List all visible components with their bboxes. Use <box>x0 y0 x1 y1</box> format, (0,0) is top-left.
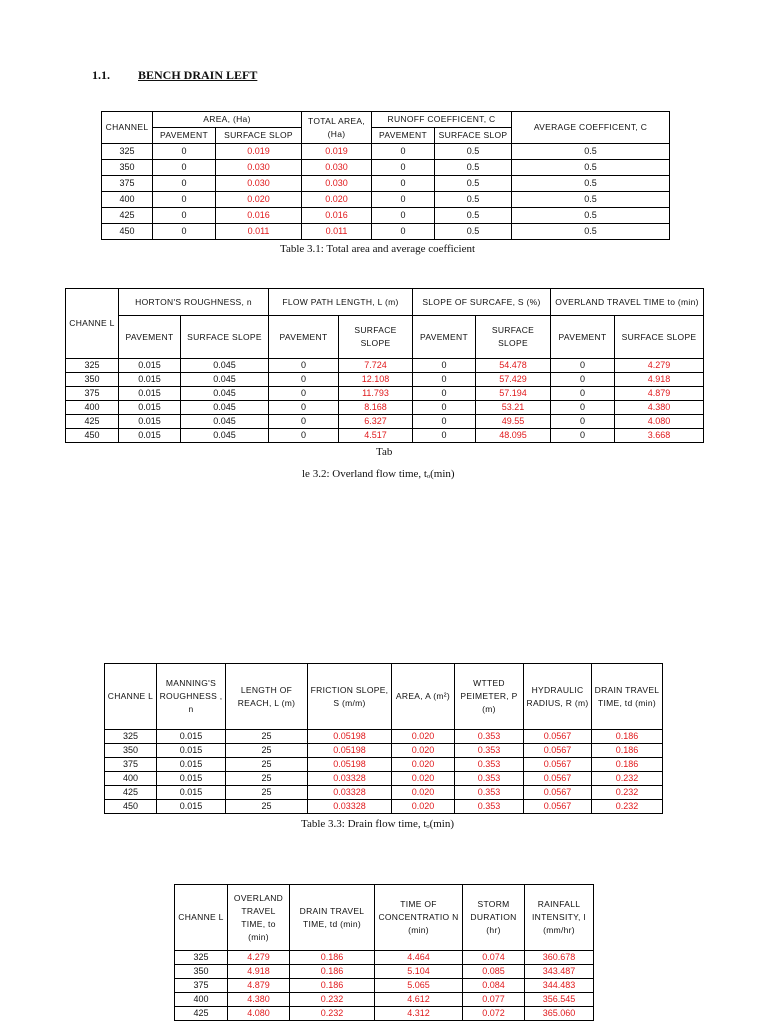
table-drain-flow <box>104 663 663 814</box>
table2-caption-part2: le 3.2: Overland flow time, tₒ(min) <box>302 468 455 480</box>
data-cell: 4.879 <box>615 387 704 401</box>
channel-cell: 450 <box>102 224 153 240</box>
data-cell: 0.05198 <box>308 744 392 758</box>
header-pavement: PAVEMENT <box>413 316 476 359</box>
data-cell: 0.020 <box>392 758 455 772</box>
table-row <box>102 176 670 192</box>
data-cell: 0.030 <box>216 176 302 192</box>
channel-cell: 450 <box>105 800 157 814</box>
data-cell: 0.015 <box>157 772 226 786</box>
channel-cell: 350 <box>175 965 228 979</box>
channel-cell: 375 <box>102 176 153 192</box>
data-cell: 0.232 <box>290 993 375 1007</box>
data-cell: 0.353 <box>455 786 524 800</box>
data-cell: 0.030 <box>216 160 302 176</box>
data-cell: 0 <box>269 373 339 387</box>
table-row <box>175 979 594 993</box>
data-cell: 0.020 <box>216 192 302 208</box>
data-cell: 25 <box>226 800 308 814</box>
table-row <box>102 144 670 160</box>
data-cell: 0.020 <box>392 786 455 800</box>
data-cell: 0.045 <box>181 359 269 373</box>
channel-cell: 325 <box>105 730 157 744</box>
data-cell: 4.380 <box>228 993 290 1007</box>
data-cell: 0.5 <box>435 192 512 208</box>
data-cell: 0.5 <box>435 224 512 240</box>
table-row <box>175 965 594 979</box>
table-row <box>105 730 663 744</box>
data-cell: 0.03328 <box>308 772 392 786</box>
data-cell: 0.0567 <box>524 758 592 772</box>
data-cell: 0.015 <box>157 800 226 814</box>
header-drain: DRAIN TRAVEL TIME, td (min) <box>290 885 375 951</box>
header-wetted: WTTED PEIMETER, P (m) <box>455 664 524 730</box>
table-overland-flow <box>65 288 704 443</box>
data-cell: 0.085 <box>463 965 525 979</box>
header-hydraulic: HYDRAULIC RADIUS, R (m) <box>524 664 592 730</box>
channel-cell: 400 <box>66 401 119 415</box>
table-concentration <box>174 884 594 1021</box>
data-cell: 4.080 <box>228 1007 290 1021</box>
data-cell: 5.065 <box>375 979 463 993</box>
channel-cell: 350 <box>66 373 119 387</box>
data-cell: 0 <box>551 401 615 415</box>
data-cell: 4.918 <box>615 373 704 387</box>
table-row <box>175 1007 594 1021</box>
data-cell: 0 <box>372 176 435 192</box>
data-cell: 48.095 <box>476 429 551 443</box>
channel-cell: 400 <box>105 772 157 786</box>
data-cell: 0.353 <box>455 744 524 758</box>
table2-caption-part1: Tab <box>376 446 393 458</box>
data-cell: 0.045 <box>181 401 269 415</box>
data-cell: 0 <box>153 144 216 160</box>
data-cell: 0.5 <box>435 176 512 192</box>
data-cell: 0.03328 <box>308 786 392 800</box>
header-surface-slope: SURFACE SLOPE <box>615 316 704 359</box>
table-row <box>105 772 663 786</box>
data-cell: 0.5 <box>512 192 670 208</box>
data-cell: 6.327 <box>339 415 413 429</box>
data-cell: 0.020 <box>302 192 372 208</box>
header-horton: HORTON'S ROUGHNESS, n <box>119 289 269 316</box>
data-cell: 0.05198 <box>308 758 392 772</box>
channel-cell: 350 <box>105 744 157 758</box>
header-overland: OVERLAND TRAVEL TIME to (min) <box>551 289 704 316</box>
data-cell: 344.483 <box>525 979 594 993</box>
header-pavement: PAVEMENT <box>551 316 615 359</box>
data-cell: 0.186 <box>290 965 375 979</box>
data-cell: 0 <box>153 224 216 240</box>
data-cell: 0 <box>551 359 615 373</box>
channel-cell: 325 <box>102 144 153 160</box>
data-cell: 0 <box>269 387 339 401</box>
data-cell: 0 <box>413 373 476 387</box>
data-cell: 0.045 <box>181 387 269 401</box>
channel-cell: 425 <box>105 786 157 800</box>
table-row <box>66 387 704 401</box>
data-cell: 0 <box>372 160 435 176</box>
table-area-coefficient <box>101 111 670 240</box>
header-area: AREA, (Ha) <box>153 112 302 128</box>
header-channel: CHANNE L <box>66 289 119 359</box>
channel-cell: 425 <box>175 1007 228 1021</box>
data-cell: 0.232 <box>592 800 663 814</box>
data-cell: 0 <box>551 387 615 401</box>
data-cell: 0.5 <box>512 208 670 224</box>
data-cell: 0.015 <box>119 401 181 415</box>
data-cell: 0.0567 <box>524 772 592 786</box>
data-cell: 57.429 <box>476 373 551 387</box>
header-surface: SURFACE SLOP <box>216 128 302 144</box>
data-cell: 0 <box>413 415 476 429</box>
channel-cell: 375 <box>105 758 157 772</box>
table3-caption: Table 3.3: Drain flow time, tₒ(min) <box>301 818 455 830</box>
data-cell: 3.668 <box>615 429 704 443</box>
data-cell: 0.5 <box>512 160 670 176</box>
data-cell: 343.487 <box>525 965 594 979</box>
data-cell: 4.879 <box>228 979 290 993</box>
data-cell: 0.186 <box>592 758 663 772</box>
table-row <box>102 208 670 224</box>
data-cell: 0 <box>269 401 339 415</box>
data-cell: 0.016 <box>216 208 302 224</box>
data-cell: 0.019 <box>302 144 372 160</box>
data-cell: 0.011 <box>302 224 372 240</box>
table-row <box>66 359 704 373</box>
data-cell: 0 <box>413 401 476 415</box>
data-cell: 4.464 <box>375 951 463 965</box>
header-overland: OVERLAND TRAVEL TIME, to (min) <box>228 885 290 951</box>
data-cell: 0 <box>372 192 435 208</box>
table-row <box>66 429 704 443</box>
data-cell: 0.016 <box>302 208 372 224</box>
data-cell: 0 <box>551 415 615 429</box>
data-cell: 0.015 <box>119 359 181 373</box>
header-manning: MANNING'S ROUGHNESS , n <box>157 664 226 730</box>
header-surface-slope: SURFACE SLOPE <box>476 316 551 359</box>
data-cell: 4.612 <box>375 993 463 1007</box>
channel-cell: 400 <box>102 192 153 208</box>
data-cell: 0.5 <box>435 144 512 160</box>
header-pavement: PAVEMENT <box>153 128 216 144</box>
data-cell: 0 <box>413 387 476 401</box>
table-row <box>66 401 704 415</box>
data-cell: 0 <box>372 144 435 160</box>
channel-cell: 325 <box>175 951 228 965</box>
data-cell: 12.108 <box>339 373 413 387</box>
data-cell: 25 <box>226 758 308 772</box>
header-channel: CHANNE L <box>105 664 157 730</box>
data-cell: 0.020 <box>392 744 455 758</box>
table-row <box>102 224 670 240</box>
data-cell: 0.077 <box>463 993 525 1007</box>
data-cell: 0.011 <box>216 224 302 240</box>
data-cell: 49.55 <box>476 415 551 429</box>
data-cell: 4.918 <box>228 965 290 979</box>
header-total-area: TOTAL AREA, (Ha) <box>302 112 372 144</box>
data-cell: 0.5 <box>512 224 670 240</box>
data-cell: 365.060 <box>525 1007 594 1021</box>
data-cell: 4.380 <box>615 401 704 415</box>
data-cell: 0.0567 <box>524 730 592 744</box>
data-cell: 0.186 <box>290 951 375 965</box>
data-cell: 0.020 <box>392 730 455 744</box>
data-cell: 0 <box>153 192 216 208</box>
data-cell: 7.724 <box>339 359 413 373</box>
channel-cell: 325 <box>66 359 119 373</box>
data-cell: 0.015 <box>119 429 181 443</box>
table-row <box>105 800 663 814</box>
table-row <box>102 192 670 208</box>
channel-cell: 350 <box>102 160 153 176</box>
data-cell: 4.312 <box>375 1007 463 1021</box>
header-area: AREA, A (m²) <box>392 664 455 730</box>
data-cell: 0 <box>153 176 216 192</box>
header-concentration: TIME OF CONCENTRATIO N (min) <box>375 885 463 951</box>
data-cell: 0.084 <box>463 979 525 993</box>
data-cell: 0.353 <box>455 772 524 786</box>
data-cell: 0.0567 <box>524 800 592 814</box>
data-cell: 25 <box>226 744 308 758</box>
channel-cell: 425 <box>102 208 153 224</box>
data-cell: 0.353 <box>455 758 524 772</box>
data-cell: 0.05198 <box>308 730 392 744</box>
header-channel: CHANNEL <box>102 112 153 144</box>
data-cell: 0.020 <box>392 800 455 814</box>
data-cell: 0.072 <box>463 1007 525 1021</box>
data-cell: 11.793 <box>339 387 413 401</box>
data-cell: 0.0567 <box>524 744 592 758</box>
data-cell: 0.232 <box>592 772 663 786</box>
data-cell: 4.279 <box>615 359 704 373</box>
data-cell: 0.015 <box>157 730 226 744</box>
data-cell: 0.015 <box>119 387 181 401</box>
channel-cell: 425 <box>66 415 119 429</box>
section-heading <box>92 68 257 83</box>
channel-cell: 400 <box>175 993 228 1007</box>
data-cell: 0.186 <box>592 744 663 758</box>
header-surface-slope: SURFACE SLOPE <box>181 316 269 359</box>
data-cell: 0 <box>551 373 615 387</box>
data-cell: 0 <box>153 208 216 224</box>
data-cell: 0.353 <box>455 730 524 744</box>
data-cell: 53.21 <box>476 401 551 415</box>
header-average: AVERAGE COEFFICENT, C <box>512 112 670 144</box>
data-cell: 0 <box>372 208 435 224</box>
header-storm: STORM DURATION (hr) <box>463 885 525 951</box>
data-cell: 0.186 <box>290 979 375 993</box>
data-cell: 0 <box>551 429 615 443</box>
header-pavement: PAVEMENT <box>119 316 181 359</box>
table1-caption: Table 3.1: Total area and average coefficient <box>280 243 476 255</box>
data-cell: 5.104 <box>375 965 463 979</box>
channel-cell: 375 <box>175 979 228 993</box>
data-cell: 0.03328 <box>308 800 392 814</box>
data-cell: 0.045 <box>181 415 269 429</box>
data-cell: 0.045 <box>181 373 269 387</box>
table-row <box>175 993 594 1007</box>
header-surface: SURFACE SLOP <box>435 128 512 144</box>
data-cell: 0.5 <box>435 160 512 176</box>
header-length: LENGTH OF REACH, L (m) <box>226 664 308 730</box>
header-rainfall: RAINFALL INTENSITY, I (mm/hr) <box>525 885 594 951</box>
data-cell: 57.194 <box>476 387 551 401</box>
header-pavement: PAVEMENT <box>269 316 339 359</box>
data-cell: 0.030 <box>302 160 372 176</box>
data-cell: 0.015 <box>157 786 226 800</box>
channel-cell: 450 <box>66 429 119 443</box>
data-cell: 356.545 <box>525 993 594 1007</box>
data-cell: 0.5 <box>435 208 512 224</box>
data-cell: 0.074 <box>463 951 525 965</box>
data-cell: 4.080 <box>615 415 704 429</box>
data-cell: 0.232 <box>592 786 663 800</box>
data-cell: 0 <box>269 415 339 429</box>
table-row <box>66 415 704 429</box>
data-cell: 0.030 <box>302 176 372 192</box>
header-friction: FRICTION SLOPE, S (m/m) <box>308 664 392 730</box>
table-row <box>105 744 663 758</box>
data-cell: 0.5 <box>512 176 670 192</box>
table-row <box>175 951 594 965</box>
data-cell: 25 <box>226 772 308 786</box>
header-pavement: PAVEMENT <box>372 128 435 144</box>
data-cell: 4.517 <box>339 429 413 443</box>
data-cell: 0.015 <box>119 415 181 429</box>
data-cell: 0.015 <box>119 373 181 387</box>
header-slope: SLOPE OF SURCAFE, S (%) <box>413 289 551 316</box>
data-cell: 0.015 <box>157 758 226 772</box>
data-cell: 0 <box>413 359 476 373</box>
data-cell: 0.015 <box>157 744 226 758</box>
data-cell: 8.168 <box>339 401 413 415</box>
channel-cell: 375 <box>66 387 119 401</box>
section-number: 1.1. <box>92 68 110 82</box>
data-cell: 0.0567 <box>524 786 592 800</box>
data-cell: 25 <box>226 786 308 800</box>
table-row <box>102 160 670 176</box>
data-cell: 0.020 <box>392 772 455 786</box>
data-cell: 360.678 <box>525 951 594 965</box>
data-cell: 0.5 <box>512 144 670 160</box>
data-cell: 0 <box>269 359 339 373</box>
data-cell: 0.232 <box>290 1007 375 1021</box>
data-cell: 0.353 <box>455 800 524 814</box>
data-cell: 0 <box>153 160 216 176</box>
data-cell: 0.019 <box>216 144 302 160</box>
header-drain: DRAIN TRAVEL TIME, td (min) <box>592 664 663 730</box>
data-cell: 0 <box>269 429 339 443</box>
data-cell: 0.186 <box>592 730 663 744</box>
data-cell: 0 <box>372 224 435 240</box>
header-surface-slope: SURFACE SLOPE <box>339 316 413 359</box>
table-row <box>105 758 663 772</box>
header-channel: CHANNE L <box>175 885 228 951</box>
section-title: BENCH DRAIN LEFT <box>138 68 258 82</box>
data-cell: 25 <box>226 730 308 744</box>
table-row <box>105 786 663 800</box>
data-cell: 4.279 <box>228 951 290 965</box>
header-runoff: RUNOFF COEFFICENT, C <box>372 112 512 128</box>
data-cell: 0.045 <box>181 429 269 443</box>
table-row <box>66 373 704 387</box>
data-cell: 0 <box>413 429 476 443</box>
header-flow-length: FLOW PATH LENGTH, L (m) <box>269 289 413 316</box>
data-cell: 54.478 <box>476 359 551 373</box>
